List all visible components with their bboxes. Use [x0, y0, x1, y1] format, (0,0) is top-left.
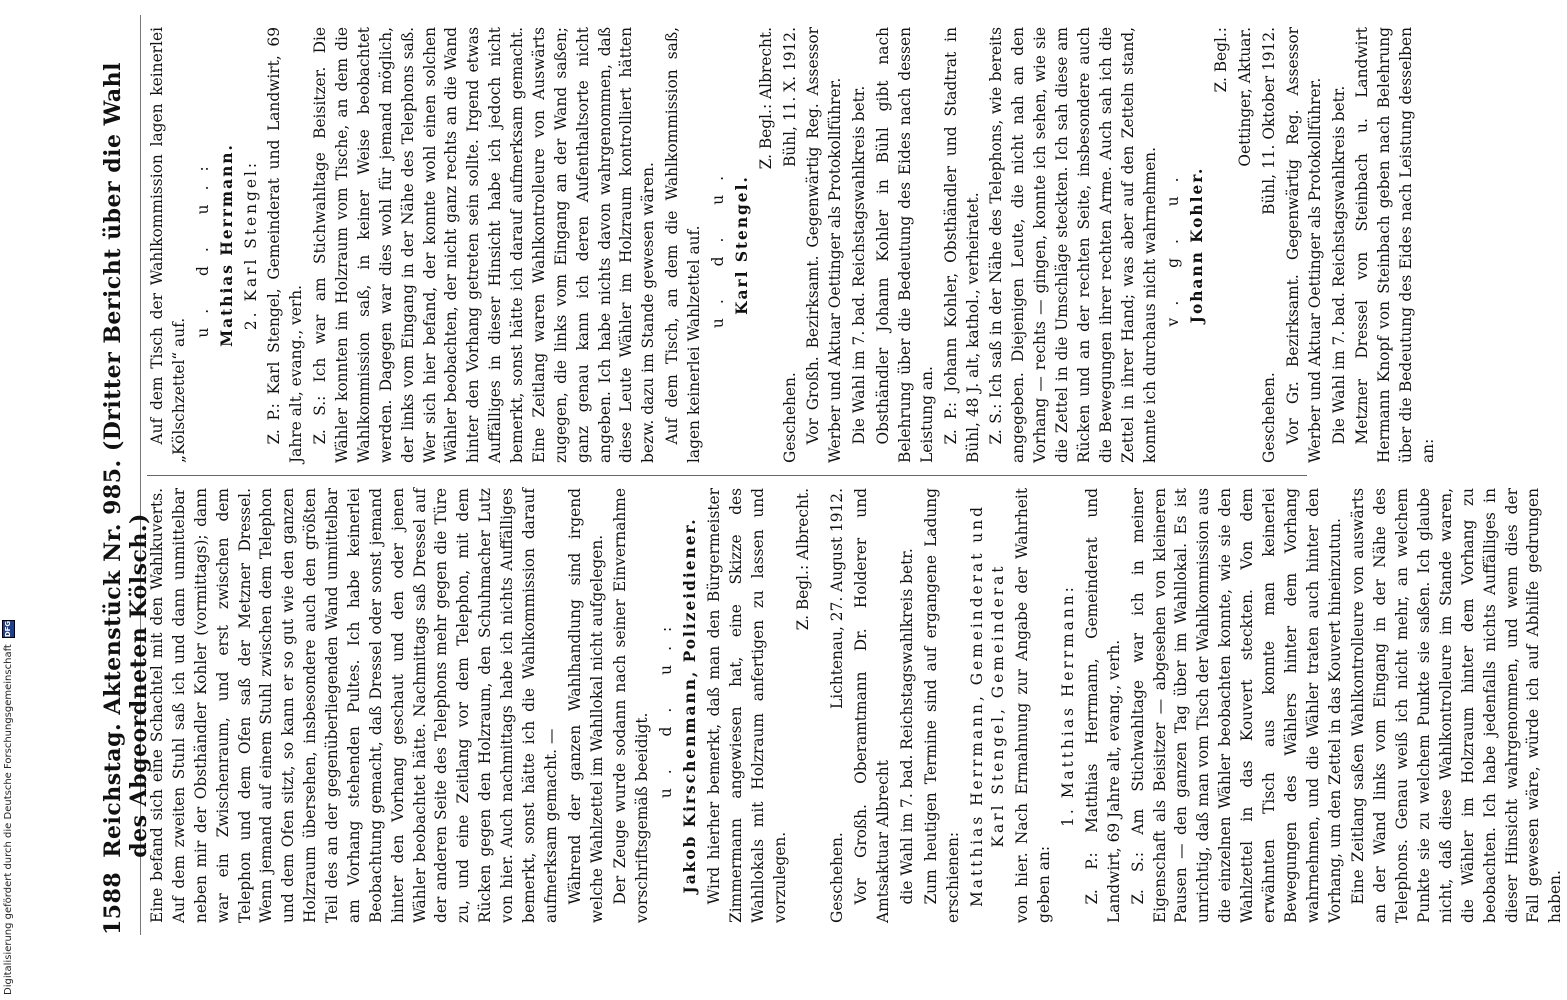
attribution-text: Digitalisierung gefördert durch die Deutsche Forschungsgemeinschaft	[3, 644, 14, 995]
record-label: Geschehen.	[780, 372, 799, 463]
dfg-logo-icon: DFG	[2, 620, 15, 638]
certification: Z. Begl.:	[1212, 27, 1231, 93]
paragraph: Metzner Dressel von Steinbach u. Landwirt Hermann Knopf von Steinbach geben nach Belehrung über die Bedeutung des Eides nach Leistung desselben an:	[1353, 27, 1437, 463]
paragraph: Z. P.: Karl Stengel, Gemeinderat und Landwirt, 69 Jahre alt, evang., verh.	[265, 27, 306, 463]
section-heading: 1. Matthias Herrmann:	[1059, 584, 1077, 827]
signature-formula: v. g. u.	[1164, 163, 1183, 327]
record-label: Geschehen.	[1259, 372, 1278, 463]
right-column	[147, 15, 1437, 475]
paragraph: Z. S.: Ich war am Stichwahltage Beisitzer. Die Wähler konnten im Holzraum vom Tische, an dem die Wahlkommission saß, in keiner Weise beobachtet werden. Dagegen war dies wohl für jemand möglich, der links vom Eingang in der Nähe des Telephons saß. Wer sich hier befand, der konnte wohl einen solchen Wähler beobachten, der nicht ganz rechts an die Wand hinter den Vorhang getreten sein sollte. Irgend etwas Auffälliges in dieser Hinsicht habe ich jedoch nicht bemerkt, sonst hätte ich darauf aufmerksam gemacht. Eine Zeitlang waren Wahlkontrolleure von Auswärts zugegen, die links vom Eingang an der Wand saßen; ganz genau kann ich deren Aufenthaltsorte nicht angeben. Ich habe nichts davon wahrgenommen, daß diese Leute Wähler im Holzraum kontrolliert hätten bezw. dazu im Stande gewesen wären.	[311, 27, 658, 463]
certification: Z. Begl.: Albrecht.	[756, 27, 775, 170]
digitization-attribution	[2, 620, 15, 995]
witness-list: Matthias Herrmann, Gemeinderat und Karl Stengel, Gemeinderat	[967, 504, 1008, 907]
paragraph: Z. S.: Am Stichwahltage war ich in meiner Eigenschaft als Beisitzer — abgesehen von kleineren Pausen — den ganzen Tag über im Wahllokal. Es ist unrichtig, daß man vom Tisch der Wahlkommission aus die einzelnen Wähler beobachten konnte, wie sie den Wahlzettel in das Kouvert steckten. Von dem erwähnten Tisch aus konnte man keinerlei Bewegungen des Wählers hinter dem Vorhang wahrnehmen, und die Wähler traten auch hinter den Vorhang, um den Zettel in das Kouvert hineinzutun.	[1128, 488, 1344, 923]
paragraph: Während der ganzen Wahlhandlung sind irgend welche Wahlzettel im Wahllokal nicht aufgelegen.	[565, 488, 606, 923]
record-place-date: Lichtenau, 27. August 1912.	[828, 488, 847, 709]
certification-name: Oettinger, Aktuar.	[1236, 27, 1254, 167]
paragraph: Der Zeuge wurde sodann nach seiner Einvernahme vorschriftsgemäß beeidigt.	[611, 488, 652, 923]
record-place-date: Bühl, 11. X. 1912.	[780, 27, 799, 168]
signature-formula: u. d. u.	[708, 161, 727, 329]
running-title: Reichstag. Aktenstück Nr. 985. (Dritter Bericht über die Wahl des Abgeordneten Kölsch.)	[100, 62, 152, 858]
paragraph: Die Wahl im 7. bad. Reichstagswahlkreis betr.	[1329, 85, 1348, 445]
paragraph: Eine Zeitlang saßen Wahlkontrolleure von auswärts an der Wand links vom Eingang in der Nähe des Telephons. Genau weiß ich nicht mehr, an welchem Punkte sie zu welchem Punkte sie saßen. Ich glaube nicht, daß diese Wahlkontrolleure im Stande waren, die Wähler im Holzraum hinter dem Vorhang zu beobachten. Ich habe jedenfalls nichts Auffälliges in dieser Hinsicht wahrgenommen, und wenn dies der Fall gewesen wäre, würde ich auf Abhilfe gedrungen haben.	[1349, 488, 1565, 923]
signature: Mathias Herrmann.	[217, 143, 236, 347]
paragraph: Z. S.: Ich saß in der Nähe des Telephons, wie bereits angegeben. Diejenigen Leute, die nicht nah an den Vorhang — rechts — gingen, konnte ich sehen, wie sie die Zettel in die Umschläge steckten. Ich sah diese am Rücken und an der rechten Seite, insbesondere auch die Bewegungen ihrer rechten Arme. Auch sah ich die Zettel in ihrer Hand; was aber auf den Zetteln stand, konnte ich durchaus nicht wahrnehmen.	[987, 27, 1159, 463]
paragraph: Zum heutigen Termine sind auf ergangene Ladung erschienen:	[921, 488, 962, 923]
signature-formula: u. d. u.:	[657, 612, 676, 799]
paragraph: Z. P.: Johann Kohler, Obsthändler und Stadtrat in Bühl, 48 J. alt, kathol., verheiratet.	[941, 27, 982, 463]
section-heading: 2. Karl Stengel:	[241, 159, 260, 331]
page-number: 1588	[100, 871, 126, 935]
signature-formula: u. d. u.:	[193, 152, 212, 338]
paragraph: die Wahl im 7. bad. Reichstagswahlkreis betr.	[897, 548, 916, 905]
record-heading	[827, 488, 849, 923]
paragraph: Eine befand sich eine Schachtel mit den Wahlkuverts. Auf dem zweiten Stuhl saß ich und dann unmittelbar neben mir der Obsthändler Kohler (vormittags); dann war ein Zwischenraum, und erst zwischen dem Telephon und dem Ofen saß der Metzner Dressel. Wenn jemand auf einem Stuhl zwischen dem Telephon und dem Ofen sitzt, so kann er so gut wie den ganzen Holzraum übersehen, insbesondere auch den größten Teil des an der gegenüberliegenden Wand unmittelbar am Vorhang stehenden Pultes. Ich habe keinerlei Beobachtung gemacht, daß Dressel oder sonst jemand hinter den Vorhang geschaut und den oder jenen Wähler beobachtet hätte. Nachmittags saß Dressel auf der anderen Seite des Telephons mehr gegen die Türe zu, und eine Zeitlang vor dem Telephon, mit dem Rücken gegen den Holzraum, den Schuhmacher Lutz von hier. Auch nachmittags habe ich nichts Auffälliges bemerkt, sonst hätte ich die Wahlkommission darauf aufmerksam gemacht. —	[148, 488, 560, 923]
paragraph: Die Wahl im 7. bad. Reichstagswahlkreis betr.	[850, 85, 869, 445]
signature: Karl Stengel.	[732, 175, 751, 315]
paragraph: Auf dem Tisch der Wahlkommission lagen keinerlei „Kölschzettel“ auf.	[148, 27, 188, 463]
paragraph: Obsthändler Johann Kohler in Bühl gibt nach Belehrung über die Bedeutung des Eides nach dessen Leistung an.	[874, 27, 936, 463]
certification: Z. Begl.: Albrecht.	[794, 488, 813, 631]
paragraph: Vor Gr. Bezirksamt. Gegenwärtig Reg. Assessor Werber und Aktuar Oettinger als Protokollführer.	[1283, 27, 1324, 463]
record-place-date: Bühl, 11. Oktober 1912.	[1259, 27, 1278, 215]
spacer	[817, 488, 827, 923]
record-label: Geschehen.	[828, 832, 847, 923]
paragraph: Auf dem Tisch, an dem die Wahlkommission saß, lagen keinerlei Wahlzettel auf.	[663, 27, 703, 463]
signature: Johann Kohler.	[1188, 166, 1207, 324]
page-header	[100, 15, 152, 935]
paragraph: Wird hierher bemerkt, daß man den Bürgermeister Zimmermann angewiesen hat, eine Skizze des Wahllokals mit Holzraum anfertigen zu lassen und vorzulegen.	[704, 488, 789, 923]
paragraph: Z. P.: Matthias Herrmann, Gemeinderat und Landwirt, 69 Jahre alt, evang., verh.	[1082, 488, 1123, 923]
rotated-document-page	[100, 5, 1565, 945]
signature: Jakob Kirschenmann, Polizeidiener.	[681, 517, 699, 894]
record-heading	[780, 27, 802, 463]
paragraph: Vor Großh. Bezirksamt. Gegenwärtig Reg. Assessor Werber und Aktuar Oettinger als Protokollführer.	[804, 27, 845, 463]
paragraph: von hier. Nach Ermahnung zur Angabe der Wahrheit geben an:	[1013, 488, 1054, 923]
record-heading	[1259, 27, 1281, 463]
left-column	[147, 475, 1565, 935]
paragraph: Vor Großh. Oberamtmann Dr. Holderer und Amtsaktuar Albrecht	[852, 488, 892, 923]
two-column-body	[147, 15, 1565, 935]
